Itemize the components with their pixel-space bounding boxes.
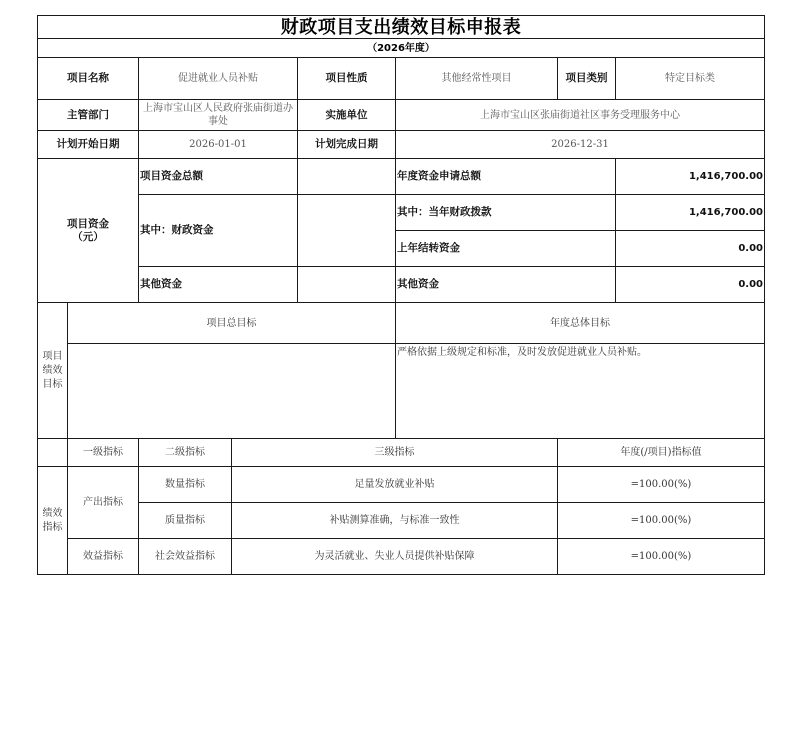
- level3-social-benefit: 为灵活就业、失业人员提供补贴保障: [232, 539, 558, 575]
- table-row: [38, 467, 765, 503]
- end-date-value: 2026-12-31: [396, 131, 765, 159]
- start-date-label: 计划开始日期: [38, 131, 139, 159]
- form-year: （2026年度）: [38, 39, 765, 58]
- level1-benefit: 效益指标: [68, 539, 139, 575]
- project-nature-value: 其他经常性项目: [396, 58, 558, 100]
- table-row: [38, 503, 765, 539]
- project-total-value: [298, 159, 396, 195]
- project-goal-text: [68, 344, 396, 439]
- level2-quality: 质量指标: [139, 503, 232, 539]
- project-goal-header: 项目总目标: [68, 303, 396, 344]
- table-row: [38, 539, 765, 575]
- annual-goal-header: 年度总体目标: [396, 303, 765, 344]
- value-quality: =100.00(%): [558, 503, 765, 539]
- project-category-label: 项目类别: [558, 58, 616, 100]
- funding-section-label: [38, 159, 139, 303]
- implementing-unit-label: 实施单位: [298, 100, 396, 131]
- level3-header: 三级指标: [232, 439, 558, 467]
- fiscal-funds-value: [298, 195, 396, 267]
- level3-quantity: 足量发放就业补贴: [232, 467, 558, 503]
- fiscal-funds-label: 其中：财政资金: [139, 195, 298, 267]
- annual-goal-text: 严格依据上级规定和标准，及时发放促进就业人员补贴。: [396, 344, 765, 439]
- other-funds-value: [298, 267, 396, 303]
- implementing-unit-value: 上海市宝山区张庙街道社区事务受理服务中心: [396, 100, 765, 131]
- value-quantity: =100.00(%): [558, 467, 765, 503]
- funding-section-unit: （元）: [72, 230, 104, 243]
- carryover-value: 0.00: [616, 231, 765, 267]
- indicator-value-header: 年度(/项目)指标值: [558, 439, 765, 467]
- form-table: [37, 15, 765, 575]
- level1-header: 一级指标: [68, 439, 139, 467]
- current-fiscal-label: 其中：当年财政拨款: [396, 195, 616, 231]
- annual-other-funds-label: 其他资金: [396, 267, 616, 303]
- project-name-value: 促进就业人员补贴: [139, 58, 298, 100]
- performance-target-form: [37, 15, 764, 575]
- level2-header: 二级指标: [139, 439, 232, 467]
- other-funds-label: 其他资金: [139, 267, 298, 303]
- value-social-benefit: =100.00(%): [558, 539, 765, 575]
- indicators-section-label: 绩效 指标: [38, 467, 68, 575]
- annual-other-funds-value: 0.00: [616, 267, 765, 303]
- level3-quality: 补贴测算准确，与标准一致性: [232, 503, 558, 539]
- current-fiscal-value: 1,416,700.00: [616, 195, 765, 231]
- level1-output: 产出指标: [68, 467, 139, 539]
- department-label: 主管部门: [38, 100, 139, 131]
- level2-social-benefit: 社会效益指标: [139, 539, 232, 575]
- project-total-label: 项目资金总额: [139, 159, 298, 195]
- level2-quantity: 数量指标: [139, 467, 232, 503]
- start-date-value: 2026-01-01: [139, 131, 298, 159]
- project-category-value: 特定目标类: [616, 58, 765, 100]
- annual-total-value: 1,416,700.00: [616, 159, 765, 195]
- goals-section-label: 项目 绩效 目标: [38, 303, 68, 439]
- end-date-label: 计划完成日期: [298, 131, 396, 159]
- form-title: 财政项目支出绩效目标申报表: [38, 16, 765, 39]
- indicator-header-blank: [38, 439, 68, 467]
- project-nature-label: 项目性质: [298, 58, 396, 100]
- annual-total-label: 年度资金申请总额: [396, 159, 616, 195]
- funding-section-title: 项目资金: [67, 217, 109, 230]
- department-value: 上海市宝山区人民政府张庙街道办事处: [139, 100, 298, 131]
- carryover-label: 上年结转资金: [396, 231, 616, 267]
- project-name-label: 项目名称: [38, 58, 139, 100]
